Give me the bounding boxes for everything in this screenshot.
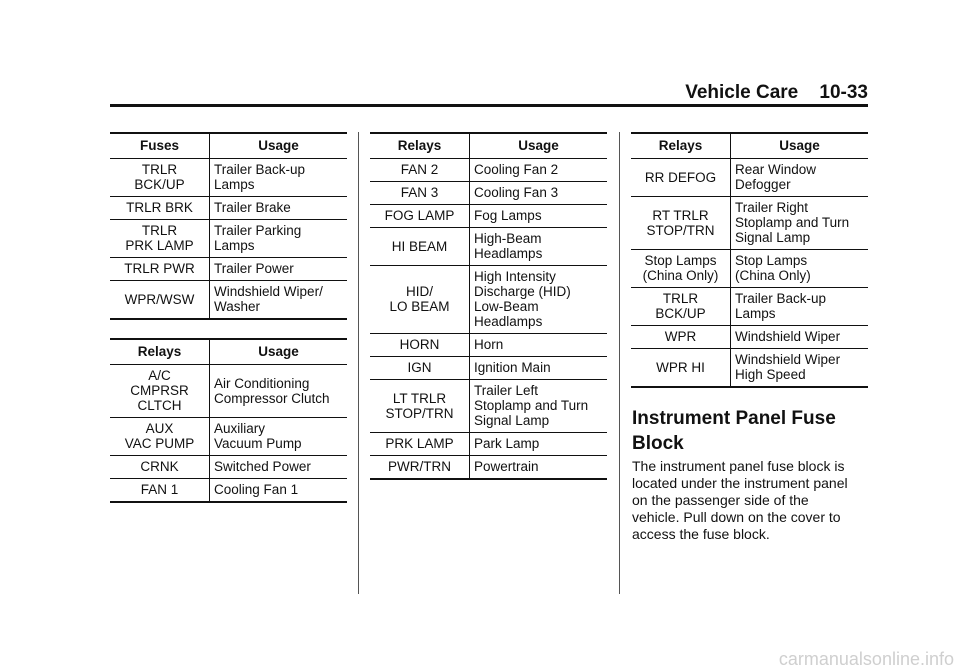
table-row [110, 220, 347, 258]
row-name-cell: RR DEFOG [644, 169, 717, 185]
row-name-cell: HID/ LO BEAM [370, 266, 470, 334]
section-body [632, 458, 868, 543]
column-header-usage: Usage [210, 339, 347, 365]
table-row [110, 365, 347, 418]
column-divider-2 [619, 132, 620, 594]
table-row [110, 258, 347, 281]
row-usage-cell: Air Conditioning Compressor Clutch [210, 365, 347, 418]
row-usage-cell: Horn [470, 334, 607, 357]
row-usage-cell: Switched Power [210, 456, 347, 479]
row-name-cell: CRNK [110, 456, 210, 479]
table-row [110, 281, 347, 320]
table-row [370, 228, 607, 266]
relays-table-col3 [631, 132, 868, 388]
row-name-cell: LT TRLR STOP/TRN [370, 380, 470, 433]
table-row [631, 159, 868, 197]
row-usage-cell: High-Beam Headlamps [470, 228, 607, 266]
table-row [370, 182, 607, 205]
row-usage-cell: Windshield Wiper/ Washer [210, 281, 347, 320]
column-header-usage: Usage [210, 133, 347, 159]
row-usage-cell: Stop Lamps (China Only) [731, 250, 868, 288]
table-header-row [110, 339, 347, 365]
column-header-usage: Usage [470, 133, 607, 159]
row-usage-cell: Auxiliary Vacuum Pump [210, 418, 347, 456]
table-row [370, 456, 607, 480]
row-name-cell: WPR [631, 326, 731, 349]
table-row [631, 349, 868, 388]
row-name-cell: IGN [370, 357, 470, 380]
column-header-name: Relays [631, 133, 731, 159]
section-body-text: The instrument panel fuse block is located under the instrument panel on the passenger side of the vehicle. Pull down on the cover to access the fuse block. [632, 458, 848, 542]
page-number: 10-33 [819, 82, 868, 103]
row-usage-cell: Trailer Back-up Lamps [731, 288, 868, 326]
relays-table-col2 [370, 132, 607, 480]
row-usage-cell: Trailer Brake [210, 197, 347, 220]
row-usage-cell: Cooling Fan 2 [470, 159, 607, 182]
watermark: carmanualsonline.info [778, 649, 954, 669]
row-usage-cell: Trailer Parking Lamps [210, 220, 347, 258]
table-row [631, 250, 868, 288]
row-usage-cell: Cooling Fan 3 [470, 182, 607, 205]
row-name-cell: PWR/TRN [370, 456, 470, 480]
row-usage-cell: Fog Lamps [470, 205, 607, 228]
table-row [631, 288, 868, 326]
row-name-cell: FAN 3 [370, 182, 470, 205]
row-name-cell: PRK LAMP [370, 433, 470, 456]
row-usage-cell: Trailer Right Stoplamp and Turn Signal Lamp [731, 197, 868, 250]
row-name-cell: FAN 2 [400, 162, 439, 177]
row-usage-cell: High Intensity Discharge (HID) Low-Beam Headlamps [470, 266, 607, 334]
row-usage-cell: Windshield Wiper High Speed [731, 349, 868, 388]
row-name-cell: WPR/WSW [110, 281, 210, 320]
row-name-cell: TRLR BCK/UP [134, 162, 185, 192]
row-usage-cell: Park Lamp [470, 433, 607, 456]
row-usage-cell: Trailer Power [210, 258, 347, 281]
column-divider-1 [358, 132, 359, 594]
row-name-cell: FOG LAMP [370, 205, 470, 228]
row-usage-cell: Powertrain [470, 456, 607, 480]
row-usage-cell: Trailer Back-up Lamps [210, 159, 347, 197]
row-name-cell: RT TRLR STOP/TRN [631, 197, 731, 250]
row-name-cell: TRLR PWR [110, 258, 210, 281]
row-usage-cell: Cooling Fan 1 [210, 479, 347, 503]
row-name-cell: AUX VAC PUMP [110, 418, 210, 456]
table-row [370, 334, 607, 357]
table-row [110, 456, 347, 479]
section-name: Vehicle Care [685, 82, 799, 103]
row-name-cell: A/C CMPRSR CLTCH [130, 368, 189, 413]
fuses-table-col1 [110, 132, 347, 320]
table-row [110, 479, 347, 503]
table-header-row [631, 133, 868, 159]
table-row [370, 433, 607, 456]
row-usage-cell: Windshield Wiper [731, 326, 868, 349]
table-row [110, 159, 347, 197]
row-name-cell: TRLR BRK [110, 197, 210, 220]
relays-table-col1 [110, 338, 347, 503]
row-name-cell: HORN [370, 334, 470, 357]
table-header-row [370, 133, 607, 159]
row-name-cell: HI BEAM [370, 228, 470, 266]
column-header-name: Relays [370, 133, 470, 159]
table-row [110, 418, 347, 456]
table-row [631, 326, 868, 349]
column-header-name: Relays [110, 339, 210, 365]
table-row [370, 357, 607, 380]
table-row [631, 197, 868, 250]
table-row [370, 380, 607, 433]
column-header-name: Fuses [110, 133, 210, 159]
row-usage-cell: Rear Window Defogger [731, 159, 868, 197]
column-header-usage: Usage [731, 133, 868, 159]
table-row [370, 266, 607, 334]
row-usage-cell: Trailer Left Stoplamp and Turn Signal Lamp [470, 380, 607, 433]
table-row [110, 197, 347, 220]
section-heading-text: Instrument Panel Fuse Block [632, 408, 836, 454]
row-name-cell: TRLR PRK LAMP [110, 220, 210, 258]
row-name-cell: TRLR BCK/UP [631, 288, 731, 326]
row-name-cell: FAN 1 [110, 479, 210, 503]
page-header [110, 82, 868, 107]
row-name-cell: WPR HI [631, 349, 731, 388]
row-name-cell: Stop Lamps (China Only) [631, 250, 731, 288]
row-usage-cell: Ignition Main [470, 357, 607, 380]
table-row [370, 205, 607, 228]
table-row [370, 159, 607, 182]
section-heading [632, 406, 868, 456]
page-header-title [685, 82, 868, 104]
table-header-row [110, 133, 347, 159]
